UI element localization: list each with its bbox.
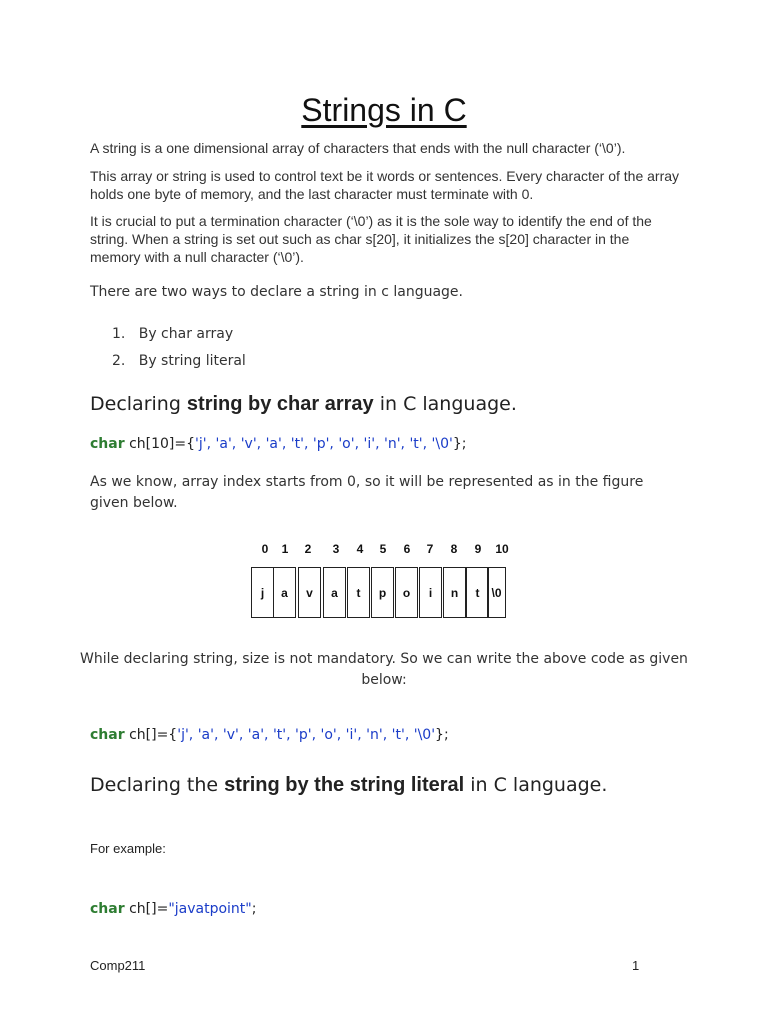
- code-char-array: [90, 436, 466, 452]
- array-index: 5: [379, 542, 387, 556]
- section-heading-string-literal: [90, 774, 607, 797]
- array-cell: t: [347, 567, 370, 618]
- array-cell: a: [323, 567, 346, 618]
- array-index: 3: [332, 542, 340, 556]
- heading-suffix: in C language.: [464, 774, 608, 796]
- array-cell: i: [419, 567, 442, 618]
- list-text: By char array: [138, 326, 234, 342]
- array-index: 6: [403, 542, 411, 556]
- code-terminator: ;: [251, 901, 257, 917]
- size-not-mandatory-note: While declaring string, size is not mandatory. So we can write the above code as given below:: [80, 651, 688, 688]
- list-number: 2.: [112, 353, 126, 369]
- code-terminator: };: [452, 436, 467, 452]
- list-item: [112, 326, 233, 342]
- array-index: 0: [261, 542, 269, 556]
- code-declaration: ch[]={: [124, 727, 178, 743]
- paragraph-usage: This array or string is used to control text be it words or sentences. Every character of the array holds one byte of memory, and the last character must terminate with 0.: [90, 168, 680, 202]
- paragraph-definition: A string is a one dimensional array of characters that ends with the null character (‘\0’).: [90, 140, 626, 156]
- intro-text: There are two ways to declare a string in c language.: [90, 284, 463, 300]
- array-index: 8: [450, 542, 458, 556]
- array-cell: t: [466, 567, 489, 618]
- example-label: For example:: [90, 841, 166, 856]
- array-cell: v: [298, 567, 321, 618]
- array-index: 4: [356, 542, 364, 556]
- array-index: 7: [426, 542, 434, 556]
- array-index: 9: [474, 542, 482, 556]
- code-characters: 'j', 'a', 'v', 'a', 't', 'p', 'o', 'i', 'n', 't', '\0': [195, 436, 453, 452]
- array-index-note: As we know, array index starts from 0, so it will be represented as in the figure given below.: [90, 474, 644, 511]
- footer-page-number: 1: [632, 958, 640, 973]
- array-index: 10: [495, 542, 509, 556]
- footer-course: Comp211: [90, 958, 146, 973]
- heading-bold: string by char array: [186, 393, 374, 415]
- array-cell: \0: [487, 567, 506, 618]
- heading-suffix: in C language.: [373, 393, 517, 415]
- heading-prefix: Declaring the: [90, 774, 225, 796]
- code-char-array-unsized: [90, 727, 449, 743]
- list-text: By string literal: [138, 353, 246, 369]
- code-string: "javatpoint": [168, 901, 252, 917]
- heading-prefix: Declaring: [90, 393, 187, 415]
- list-number: 1.: [112, 326, 126, 342]
- code-keyword: char: [90, 901, 125, 917]
- code-terminator: };: [435, 727, 449, 743]
- page-title: Strings in C: [301, 92, 467, 128]
- heading-bold: string by the string literal: [224, 774, 465, 796]
- array-cell: j: [251, 567, 274, 618]
- array-index: 1: [281, 542, 289, 556]
- list-item: [112, 353, 246, 369]
- code-keyword: char: [90, 436, 125, 452]
- array-cell: o: [395, 567, 418, 618]
- array-cell: n: [443, 567, 466, 618]
- paragraph-termination: It is crucial to put a termination character (‘\0’) as it is the sole way to identify the end of the string. When a string is set out such as char s[20], it initializes the s[20] character in the memory with a null character (‘\0’).: [90, 213, 652, 265]
- section-heading-char-array: [90, 393, 517, 416]
- code-declaration: ch[]=: [124, 901, 169, 917]
- array-cell: a: [273, 567, 296, 618]
- array-index: 2: [304, 542, 312, 556]
- code-declaration: ch[10]={: [124, 436, 196, 452]
- code-string-literal: [90, 901, 256, 917]
- code-characters: 'j', 'a', 'v', 'a', 't', 'p', 'o', 'i', 'n', 't', '\0': [177, 727, 436, 743]
- code-keyword: char: [90, 727, 125, 743]
- array-cell: p: [371, 567, 394, 618]
